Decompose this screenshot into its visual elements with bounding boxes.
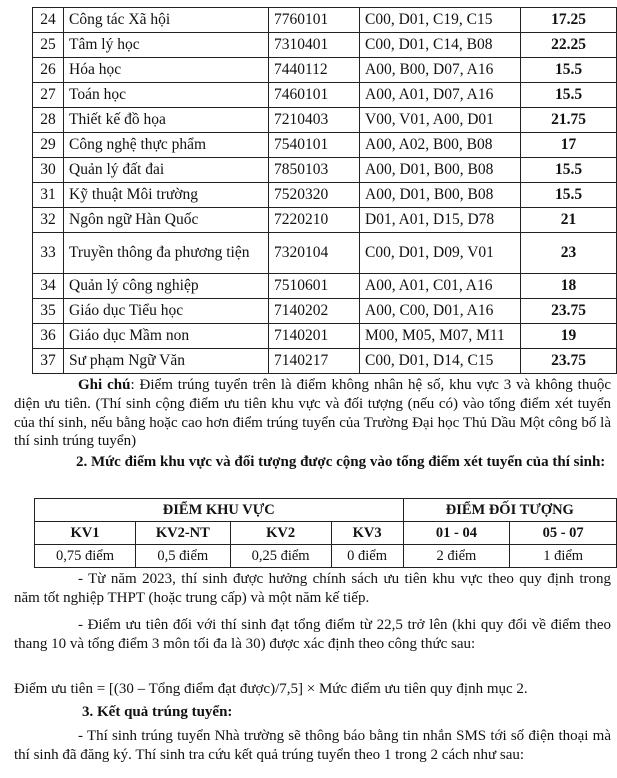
area-header-cell: 01 - 04 bbox=[403, 522, 510, 545]
major-code-cell: 7140217 bbox=[269, 349, 360, 374]
major-name-cell: Giáo dục Mầm non bbox=[64, 324, 269, 349]
major-code-cell: 7540101 bbox=[269, 133, 360, 158]
admission-score-cell: 15.5 bbox=[521, 83, 617, 108]
note-text: : Điểm trúng tuyển trên là điểm không nhân hệ số, khu vực 3 và không thuộc diện ưu tiên. (Thí sinh cộng điểm ưu tiên khu vực và đối tượng (nếu có) vào tổng điểm xét tuyển của thí sinh, nếu bằng hoặc cao hơn điểm trúng tuyển của Trường Đại học Thủ Dầu Một công bố là thí sinh trúng tuyển) bbox=[14, 377, 611, 450]
priority-points-table bbox=[34, 498, 617, 568]
subject-combo-cell: A00, B00, D07, A16 bbox=[360, 58, 521, 83]
table-row bbox=[33, 58, 617, 83]
table-row bbox=[33, 233, 617, 274]
area-header-cell: KV2-NT bbox=[136, 522, 231, 545]
table-row bbox=[33, 274, 617, 299]
note-paragraph bbox=[14, 376, 611, 451]
admission-score-cell: 23.75 bbox=[521, 349, 617, 374]
major-code-cell: 7510601 bbox=[269, 274, 360, 299]
priority-policy-paragraph bbox=[14, 570, 611, 608]
admission-score-cell: 21.75 bbox=[521, 108, 617, 133]
admission-score-cell: 15.5 bbox=[521, 58, 617, 83]
subject-combo-cell: C00, D01, D14, C15 bbox=[360, 349, 521, 374]
area-header-cell: 05 - 07 bbox=[510, 522, 617, 545]
area-points-group-header: ĐIỂM KHU VỰC bbox=[35, 499, 404, 522]
admission-score-cell: 18 bbox=[521, 274, 617, 299]
table-row bbox=[33, 33, 617, 58]
major-name-cell: Ngôn ngữ Hàn Quốc bbox=[64, 208, 269, 233]
admission-score-cell: 21 bbox=[521, 208, 617, 233]
subject-combo-cell: C00, D01, D09, V01 bbox=[360, 233, 521, 274]
admission-score-cell: 15.5 bbox=[521, 183, 617, 208]
subject-combo-cell: C00, D01, C14, B08 bbox=[360, 33, 521, 58]
major-name-cell: Toán học bbox=[64, 83, 269, 108]
note-label: Ghi chú bbox=[78, 377, 131, 393]
row-number-cell: 27 bbox=[33, 83, 64, 108]
row-number-cell: 37 bbox=[33, 349, 64, 374]
subject-combo-cell: A00, D01, B00, B08 bbox=[360, 158, 521, 183]
admission-score-cell: 17 bbox=[521, 133, 617, 158]
row-number-cell: 31 bbox=[33, 183, 64, 208]
table-row bbox=[33, 324, 617, 349]
subject-combo-cell: A00, C00, D01, A16 bbox=[360, 299, 521, 324]
table-row bbox=[33, 8, 617, 33]
major-name-cell: Thiết kế đồ họa bbox=[64, 108, 269, 133]
major-code-cell: 7850103 bbox=[269, 158, 360, 183]
major-code-cell: 7520320 bbox=[269, 183, 360, 208]
row-number-cell: 32 bbox=[33, 208, 64, 233]
area-value-row bbox=[35, 545, 617, 568]
admission-score-table bbox=[32, 7, 617, 374]
major-name-cell: Quản lý công nghiệp bbox=[64, 274, 269, 299]
admission-score-cell: 19 bbox=[521, 324, 617, 349]
major-code-cell: 7460101 bbox=[269, 83, 360, 108]
row-number-cell: 29 bbox=[33, 133, 64, 158]
table-row bbox=[33, 158, 617, 183]
area-header-cell: KV2 bbox=[230, 522, 331, 545]
major-name-cell: Truyền thông đa phương tiện bbox=[64, 233, 269, 274]
subject-combo-cell: A00, A01, D07, A16 bbox=[360, 83, 521, 108]
table-row bbox=[33, 299, 617, 324]
major-name-cell: Công nghệ thực phẩm bbox=[64, 133, 269, 158]
table-row bbox=[33, 133, 617, 158]
area-value-cell: 2 điểm bbox=[403, 545, 510, 568]
row-number-cell: 30 bbox=[33, 158, 64, 183]
subject-combo-cell: M00, M05, M07, M11 bbox=[360, 324, 521, 349]
table-row bbox=[33, 108, 617, 133]
admission-score-cell: 23.75 bbox=[521, 299, 617, 324]
row-number-cell: 34 bbox=[33, 274, 64, 299]
area-value-cell: 1 điểm bbox=[510, 545, 617, 568]
major-name-cell: Sư phạm Ngữ Văn bbox=[64, 349, 269, 374]
subject-combo-cell: C00, D01, C19, C15 bbox=[360, 8, 521, 33]
priority-formula-intro-text: - Điểm ưu tiên đối với thí sinh đạt tổng điểm từ 22,5 trở lên (khi quy đổi về điểm theo thang 10 và tổng điểm 3 môn tối đa là 30) được xác định theo công thức sau: bbox=[14, 617, 611, 652]
section-2-heading bbox=[14, 453, 611, 472]
admission-score-cell: 23 bbox=[521, 233, 617, 274]
major-code-cell: 7320104 bbox=[269, 233, 360, 274]
subject-combo-cell: A00, D01, B00, B08 bbox=[360, 183, 521, 208]
area-value-cell: 0 điểm bbox=[331, 545, 403, 568]
admission-score-cell: 17.25 bbox=[521, 8, 617, 33]
section-2-heading-text: 2. Mức điểm khu vực và đối tượng được cộng vào tổng điểm xét tuyển của thí sinh: bbox=[76, 454, 606, 470]
result-text: - Thí sinh trúng tuyển Nhà trường sẽ thông báo bằng tin nhắn SMS tới số điện thoại mà thí sinh đã đăng ký. Thí sinh tra cứu kết quả trúng tuyển theo 1 trong 2 cách như sau: bbox=[14, 728, 611, 763]
major-code-cell: 7140201 bbox=[269, 324, 360, 349]
area-header-cell: KV3 bbox=[331, 522, 403, 545]
major-name-cell: Giáo dục Tiểu học bbox=[64, 299, 269, 324]
major-code-cell: 7220210 bbox=[269, 208, 360, 233]
subject-combo-cell: V00, V01, A00, D01 bbox=[360, 108, 521, 133]
priority-formula: Điểm ưu tiên = [(30 – Tổng điểm đạt được)/7,5] × Mức điểm ưu tiên quy định mục 2. bbox=[14, 681, 528, 697]
priority-policy-text: - Từ năm 2023, thí sinh được hưởng chính sách ưu tiên khu vực theo quy định trong năm tốt nghiệp THPT (hoặc trung cấp) và một năm kế tiếp. bbox=[14, 571, 611, 606]
row-number-cell: 36 bbox=[33, 324, 64, 349]
major-code-cell: 7310401 bbox=[269, 33, 360, 58]
major-code-cell: 7440112 bbox=[269, 58, 360, 83]
row-number-cell: 35 bbox=[33, 299, 64, 324]
row-number-cell: 33 bbox=[33, 233, 64, 274]
area-value-cell: 0,5 điểm bbox=[136, 545, 231, 568]
table-row bbox=[33, 349, 617, 374]
row-number-cell: 28 bbox=[33, 108, 64, 133]
area-value-cell: 0,25 điểm bbox=[230, 545, 331, 568]
table-row bbox=[33, 208, 617, 233]
section-3-heading: 3. Kết quả trúng tuyển: bbox=[82, 704, 233, 720]
row-number-cell: 26 bbox=[33, 58, 64, 83]
admission-score-cell: 22.25 bbox=[521, 33, 617, 58]
area-value-cell: 0,75 điểm bbox=[35, 545, 136, 568]
admission-score-cell: 15.5 bbox=[521, 158, 617, 183]
table-row bbox=[33, 83, 617, 108]
area-header-cell: KV1 bbox=[35, 522, 136, 545]
table-row bbox=[33, 183, 617, 208]
area-header-row bbox=[35, 522, 617, 545]
score-table-body bbox=[33, 8, 617, 374]
major-code-cell: 7760101 bbox=[269, 8, 360, 33]
major-name-cell: Kỹ thuật Môi trường bbox=[64, 183, 269, 208]
major-code-cell: 7140202 bbox=[269, 299, 360, 324]
major-name-cell: Tâm lý học bbox=[64, 33, 269, 58]
result-paragraph bbox=[14, 727, 611, 765]
subject-combo-cell: A00, A02, B00, B08 bbox=[360, 133, 521, 158]
major-name-cell: Quản lý đất đai bbox=[64, 158, 269, 183]
object-points-group-header: ĐIỂM ĐỐI TƯỢNG bbox=[403, 499, 616, 522]
row-number-cell: 24 bbox=[33, 8, 64, 33]
subject-combo-cell: D01, A01, D15, D78 bbox=[360, 208, 521, 233]
major-name-cell: Công tác Xã hội bbox=[64, 8, 269, 33]
priority-formula-intro-paragraph bbox=[14, 616, 611, 654]
major-name-cell: Hóa học bbox=[64, 58, 269, 83]
major-code-cell: 7210403 bbox=[269, 108, 360, 133]
row-number-cell: 25 bbox=[33, 33, 64, 58]
subject-combo-cell: A00, A01, C01, A16 bbox=[360, 274, 521, 299]
